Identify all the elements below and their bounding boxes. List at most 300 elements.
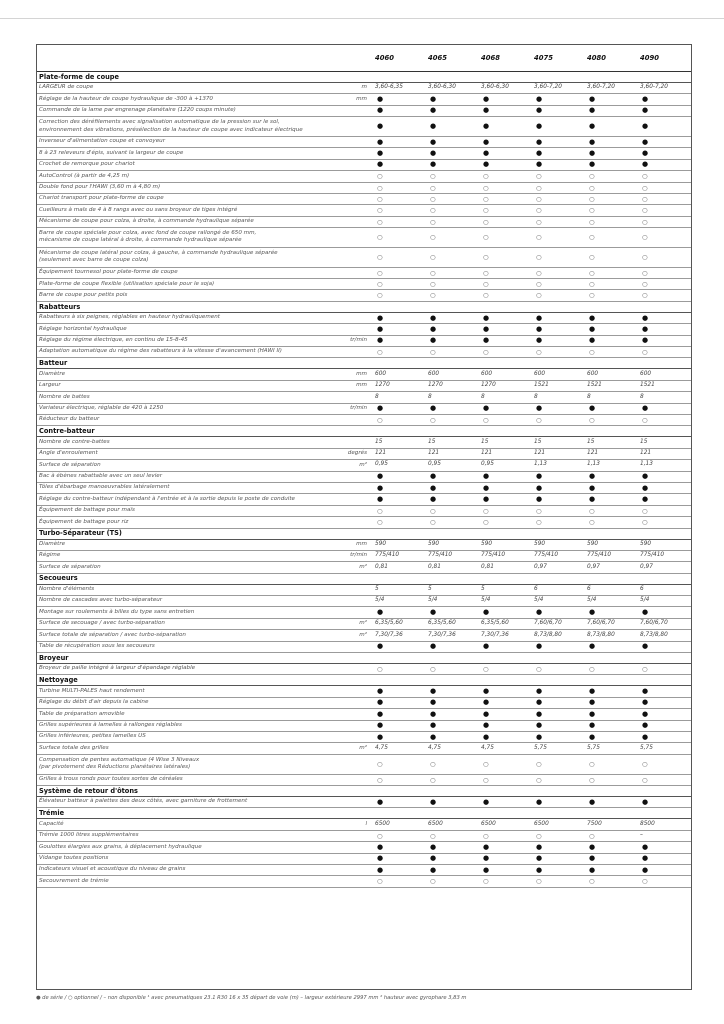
spec-label: Grilles inférieures, petites lamelles US [37,731,337,742]
optional-circle-icon: ○ [373,290,426,301]
model-header: 4068 [481,53,500,62]
optional-circle-icon: ○ [479,205,532,216]
spec-value: 775/410 [638,550,691,561]
spec-label: Nombre de contre-battes [37,437,337,448]
spec-row [37,105,691,116]
spec-label: Diamètre [37,369,337,380]
spec-value: 5/4 [373,596,426,607]
optional-circle-icon: ○ [373,193,426,204]
spec-unit [337,830,373,841]
spec-unit [337,697,373,708]
spec-label: Commande de la lame par engrenage planétaire (1220 coups minute) [37,105,337,116]
spec-value: 3,60-7,20 [532,83,585,94]
spec-label: Mécanisme de coupe latéral pour colza, à gauche, à commande hydraulique séparée (seulement avec barre de coupe colza) [37,247,337,267]
optional-circle-icon: ○ [532,193,585,204]
standard-dot-icon: ● [532,709,585,720]
standard-dot-icon: ● [532,607,585,618]
spec-value: 121 [585,448,638,459]
optional-circle-icon: ○ [638,182,691,193]
standard-dot-icon: ● [373,324,426,335]
optional-circle-icon: ○ [373,171,426,182]
spec-value: 7,30/7,36 [373,630,426,641]
standard-dot-icon: ● [479,686,532,697]
optional-circle-icon: ○ [585,876,638,887]
spec-value: 600 [585,369,638,380]
standard-dot-icon: ● [532,105,585,116]
spec-row [37,720,691,731]
optional-circle-icon: ○ [585,347,638,358]
optional-circle-icon: ○ [638,876,691,887]
optional-circle-icon: ○ [585,505,638,516]
spec-unit [337,247,373,267]
spec-value: 121 [426,448,479,459]
standard-dot-icon: ● [373,105,426,116]
optional-circle-icon: ○ [426,267,479,278]
spec-row [37,864,691,875]
standard-dot-icon: ● [373,335,426,346]
optional-circle-icon: ○ [479,247,532,267]
standard-dot-icon: ● [479,494,532,505]
standard-dot-icon: ● [426,641,479,652]
optional-circle-icon: ○ [585,267,638,278]
optional-circle-icon: ○ [532,347,585,358]
optional-circle-icon: ○ [426,876,479,887]
spec-label: Rabatteurs à six peignes, réglables en hauteur hydrauliquement [37,312,337,323]
standard-dot-icon: ● [479,105,532,116]
optional-circle-icon: ○ [585,517,638,528]
spec-value: 4,75 [373,743,426,754]
spec-row [37,641,691,652]
spec-label: Variateur électrique, réglable de 420 à 1250 [37,403,337,414]
standard-dot-icon: ● [585,403,638,414]
spec-label: Plate-forme de coupe flexible (utilisation spéciale pour le soja) [37,279,337,290]
spec-value: 1,13 [585,460,638,471]
standard-dot-icon: ● [426,471,479,482]
spec-value: 590 [373,539,426,550]
spec-value: 1521 [585,380,638,391]
spec-unit: degrés [337,448,373,459]
optional-circle-icon: ○ [479,347,532,358]
spec-value: 600 [426,369,479,380]
spec-value: 5/4 [638,596,691,607]
spec-unit [337,279,373,290]
standard-dot-icon: ● [532,403,585,414]
standard-dot-icon: ● [585,641,638,652]
standard-dot-icon: ● [373,117,426,137]
spec-value: 7,60/6,70 [585,618,638,629]
optional-circle-icon: ○ [373,830,426,841]
spec-value: 6,35/5,60 [479,618,532,629]
optional-circle-icon: ○ [426,754,479,774]
standard-dot-icon: ● [373,94,426,105]
spec-label: Nombre de battes [37,392,337,403]
optional-circle-icon: ○ [426,171,479,182]
spec-row [37,392,691,403]
spec-label: Régime [37,550,337,561]
standard-dot-icon: ● [426,494,479,505]
spec-row [37,664,691,675]
spec-value: 15 [426,437,479,448]
spec-value: 775/410 [479,550,532,561]
standard-dot-icon: ● [373,842,426,853]
standard-dot-icon: ● [373,403,426,414]
section-header-row [37,785,691,796]
spec-unit [337,664,373,675]
optional-circle-icon: ○ [638,247,691,267]
spec-unit: m² [337,630,373,641]
spec-row [37,460,691,471]
section-header-row [37,528,691,539]
spec-unit [337,853,373,864]
spec-unit: mm [337,94,373,105]
spec-value: 6,35/5,60 [373,618,426,629]
optional-circle-icon: ○ [638,414,691,425]
spec-unit: mm [337,369,373,380]
optional-circle-icon: ○ [532,171,585,182]
optional-circle-icon: ○ [373,247,426,267]
standard-dot-icon: ● [532,686,585,697]
standard-dot-icon: ● [479,796,532,807]
standard-dot-icon: ● [426,117,479,137]
spec-value: 7500 [585,819,638,830]
section-header-row [37,573,691,584]
optional-circle-icon: ○ [532,754,585,774]
spec-label: Équipement de battage pour riz [37,517,337,528]
spec-row [37,171,691,182]
optional-circle-icon: ○ [426,414,479,425]
optional-circle-icon: ○ [532,247,585,267]
spec-row [37,596,691,607]
spec-table [37,45,691,888]
standard-dot-icon: ● [373,697,426,708]
standard-dot-icon: ● [585,335,638,346]
spec-value: 590 [479,539,532,550]
spec-unit [337,517,373,528]
spec-label: Broyeur de paille intégré à largeur d'épandage réglable [37,664,337,675]
spec-value: 6500 [373,819,426,830]
optional-circle-icon: ○ [373,216,426,227]
spec-row [37,618,691,629]
standard-dot-icon: ● [426,853,479,864]
standard-dot-icon: ● [585,686,638,697]
spec-value: 590 [426,539,479,550]
section-title: Plate-forme de coupe [37,72,691,83]
standard-dot-icon: ● [638,335,691,346]
spec-unit: m² [337,743,373,754]
spec-row [37,324,691,335]
spec-row [37,731,691,742]
spec-unit [337,584,373,595]
optional-circle-icon: ○ [373,347,426,358]
spec-unit [337,774,373,785]
optional-circle-icon: ○ [638,290,691,301]
optional-circle-icon: ○ [532,228,585,248]
spec-unit [337,720,373,731]
spec-row [37,743,691,754]
spec-row [37,842,691,853]
section-header-row [37,808,691,819]
standard-dot-icon: ● [426,697,479,708]
spec-value: 0,81 [426,562,479,573]
standard-dot-icon: ● [638,148,691,159]
optional-circle-icon: ○ [532,205,585,216]
optional-circle-icon: ○ [426,182,479,193]
model-header-row [37,45,691,72]
standard-dot-icon: ● [532,731,585,742]
optional-circle-icon: ○ [373,517,426,528]
spec-label: Compensation de pentes automatique (4 Wise 3 Niveaux (par pivotement des Réductions planétaires latérales) [37,754,337,774]
spec-label: Barre de coupe spéciale pour colza, avec fond de coupe rallongé de 650 mm, mécanisme de coupe latéral à droite, à commande hydraulique séparée [37,228,337,248]
spec-label: Mécanisme de coupe pour colza, à droite, à commande hydraulique séparée [37,216,337,227]
spec-label: Correction des déréfilements avec signalisation automatique de la pression sur le sol, environnement des vibrations, présélection de la hauteur de coupe avec indicateur électrique [37,117,337,137]
optional-circle-icon: ○ [373,267,426,278]
spec-unit [337,148,373,159]
standard-dot-icon: ● [638,94,691,105]
spec-value: 6 [532,584,585,595]
standard-dot-icon: ● [585,105,638,116]
spec-unit [337,596,373,607]
section-title: Rabatteurs [37,301,691,312]
standard-dot-icon: ● [373,864,426,875]
spec-label: Nombre de cascades avec turbo-séparateur [37,596,337,607]
standard-dot-icon: ● [426,148,479,159]
spec-value: 4,75 [426,743,479,754]
spec-value: 15 [373,437,426,448]
spec-unit [337,471,373,482]
optional-circle-icon: ○ [373,774,426,785]
spec-unit [337,641,373,652]
spec-value: 775/410 [585,550,638,561]
spec-row [37,482,691,493]
optional-circle-icon: ○ [585,290,638,301]
spec-row [37,228,691,248]
spec-label: Cueilleurs à maïs de 4 à 8 rangs avec ou sans broyeur de tiges intégré [37,205,337,216]
spec-value: 1270 [479,380,532,391]
optional-circle-icon: ○ [532,182,585,193]
optional-circle-icon: ○ [585,754,638,774]
spec-value: 15 [479,437,532,448]
legend-footnote: ● de série / ○ optionnel / – non disponible ¹ avec pneumatiques 23.1 R30 16 x 35 départ de voie (m) – largeur extérieure 2997 mm ² hauteur avec gyrophare 3,83 m [36,995,467,1001]
standard-dot-icon: ● [638,403,691,414]
standard-dot-icon: ● [638,607,691,618]
spec-unit [337,216,373,227]
optional-circle-icon: ○ [638,774,691,785]
spec-value: 5 [373,584,426,595]
spec-row [37,774,691,785]
section-header-row [37,426,691,437]
spec-row [37,437,691,448]
spec-value: 5 [479,584,532,595]
spec-label: Réglage du débit d'air depuis la cabine [37,697,337,708]
optional-circle-icon: ○ [479,830,532,841]
optional-circle-icon: ○ [426,664,479,675]
optional-circle-icon: ○ [638,193,691,204]
optional-circle-icon: ○ [532,517,585,528]
spec-unit [337,754,373,774]
optional-circle-icon: ○ [373,182,426,193]
spec-unit [337,117,373,137]
spec-row [37,117,691,137]
spec-row [37,494,691,505]
spec-value: 0,97 [585,562,638,573]
spec-value: 6500 [479,819,532,830]
standard-dot-icon: ● [532,641,585,652]
spec-unit [337,437,373,448]
spec-value: 0,97 [638,562,691,573]
standard-dot-icon: ● [532,312,585,323]
spec-unit: tr/min [337,335,373,346]
optional-circle-icon: ○ [585,414,638,425]
standard-dot-icon: ● [585,842,638,853]
spec-value: 590 [532,539,585,550]
model-header: 4060 [375,53,394,62]
standard-dot-icon: ● [532,482,585,493]
spec-value: 1521 [532,380,585,391]
spec-label: Table de préparation amovible [37,709,337,720]
model-header: 4075 [534,53,553,62]
spec-value: 121 [532,448,585,459]
standard-dot-icon: ● [426,842,479,853]
standard-dot-icon: ● [479,136,532,147]
spec-row [37,754,691,774]
spec-row [37,279,691,290]
spec-value: 590 [638,539,691,550]
spec-row [37,159,691,170]
standard-dot-icon: ● [373,482,426,493]
spec-label: 8 à 23 releveurs d'épis, suivant la largeur de coupe [37,148,337,159]
spec-label: Grilles à trous ronds pour toutes sortes de céréales [37,774,337,785]
optional-circle-icon: ○ [638,754,691,774]
optional-circle-icon: ○ [426,517,479,528]
standard-dot-icon: ● [638,159,691,170]
spec-unit [337,159,373,170]
standard-dot-icon: ● [532,697,585,708]
spec-unit [337,347,373,358]
spec-label: Élévateur batteur à palettes des deux côtés, avec garniture de frottement [37,796,337,807]
standard-dot-icon: ● [479,403,532,414]
standard-dot-icon: ● [638,136,691,147]
spec-unit [337,136,373,147]
section-title: Turbo-Séparateur (TS) [37,528,691,539]
optional-circle-icon: ○ [638,228,691,248]
spec-unit [337,193,373,204]
section-title: Batteur [37,358,691,369]
optional-circle-icon: ○ [638,267,691,278]
optional-circle-icon: ○ [479,774,532,785]
optional-circle-icon: ○ [585,205,638,216]
spec-unit [337,392,373,403]
spec-value: 5/4 [479,596,532,607]
spec-row [37,607,691,618]
section-title: Trémie [37,808,691,819]
spec-unit [337,414,373,425]
standard-dot-icon: ● [426,720,479,731]
standard-dot-icon: ● [638,709,691,720]
optional-circle-icon: ○ [479,505,532,516]
spec-label: Surface totale des grilles [37,743,337,754]
standard-dot-icon: ● [373,731,426,742]
spec-unit: mm [337,380,373,391]
section-title: Système de retour d'ôtons [37,785,691,796]
standard-dot-icon: ● [373,686,426,697]
standard-dot-icon: ● [638,853,691,864]
standard-dot-icon: ● [638,796,691,807]
standard-dot-icon: ● [479,471,532,482]
spec-sheet [36,44,692,990]
spec-label: Tôles d'ébarbage manoeuvrables latéralement [37,482,337,493]
spec-label: Nombre d'éléments [37,584,337,595]
spec-value: 1,13 [532,460,585,471]
spec-value: 775/410 [532,550,585,561]
standard-dot-icon: ● [479,159,532,170]
spec-unit [337,205,373,216]
spec-unit [337,709,373,720]
spec-label: Angle d'enroulement [37,448,337,459]
standard-dot-icon: ● [373,641,426,652]
spec-row [37,347,691,358]
standard-dot-icon: ● [532,796,585,807]
spec-value: 121 [638,448,691,459]
spec-value: 8500 [638,819,691,830]
spec-row [37,853,691,864]
optional-circle-icon: ○ [426,205,479,216]
spec-value: 8,73/8,80 [585,630,638,641]
standard-dot-icon: ● [426,864,479,875]
spec-value: 775/410 [373,550,426,561]
standard-dot-icon: ● [638,312,691,323]
standard-dot-icon: ● [532,494,585,505]
spec-value: 600 [479,369,532,380]
spec-label: Chariot transport pour plate-forme de coupe [37,193,337,204]
spec-value: 6500 [532,819,585,830]
optional-circle-icon: ○ [426,347,479,358]
standard-dot-icon: ● [585,720,638,731]
spec-unit: tr/min [337,403,373,414]
spec-value: 7,30/7,36 [426,630,479,641]
spec-value: 8 [479,392,532,403]
standard-dot-icon: ● [585,731,638,742]
optional-circle-icon: ○ [585,216,638,227]
spec-label: Trémie 1000 litres supplémentaires [37,830,337,841]
optional-circle-icon: ○ [638,505,691,516]
spec-value: 8 [373,392,426,403]
spec-value: 600 [373,369,426,380]
spec-label: Réducteur du batteur [37,414,337,425]
standard-dot-icon: ● [585,159,638,170]
standard-dot-icon: ● [373,607,426,618]
standard-dot-icon: ● [585,494,638,505]
spec-unit [337,731,373,742]
standard-dot-icon: ● [426,136,479,147]
standard-dot-icon: ● [532,324,585,335]
spec-value: 3,60-7,20 [638,83,691,94]
standard-dot-icon: ● [479,335,532,346]
spec-row [37,709,691,720]
optional-circle-icon: ○ [479,216,532,227]
spec-unit [337,864,373,875]
spec-value: 590 [585,539,638,550]
spec-value: 5,75 [532,743,585,754]
spec-row [37,335,691,346]
optional-circle-icon: ○ [638,216,691,227]
spec-value: 1270 [426,380,479,391]
spec-unit [337,105,373,116]
spec-label: Vidange toutes positions [37,853,337,864]
spec-unit: m² [337,460,373,471]
spec-value: 3,60-6,30 [479,83,532,94]
standard-dot-icon: ● [638,471,691,482]
optional-circle-icon: ○ [479,193,532,204]
